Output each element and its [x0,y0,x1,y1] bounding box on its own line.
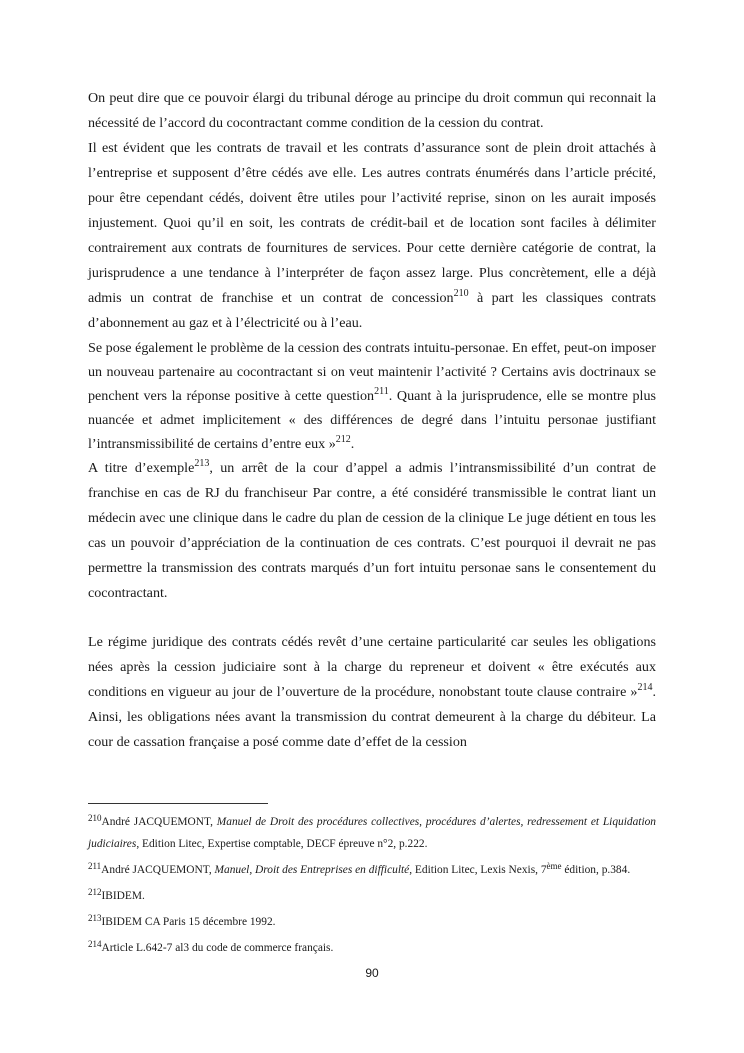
footnote-number: 214 [88,939,102,949]
footnote-210 [88,811,656,855]
footnote-author: André JACQUEMONT, [101,864,215,876]
footnote-ref-210[interactable]: 210 [453,288,469,299]
footnote-ref-213[interactable]: 213 [194,458,210,469]
paragraph-text: . Quant à la jurisprudence, elle se montre plus nuancée et admet implicitement « des différences de degré dans l’intuitu personae justifiant l’intransmissibilité de certains d’entre eux » [88,388,656,452]
paragraph-5 [88,630,656,755]
footnote-details: , Edition Litec, Expertise comptable, DECF épreuve n°2, p.222. [136,838,428,850]
paragraph-gap [88,606,656,630]
footnote-ref-212[interactable]: 212 [335,434,351,445]
page-number: 90 [365,966,379,980]
paragraph-2 [88,136,656,336]
paragraph-text: A titre d’exemple [88,460,195,476]
paragraph-text: Il est évident que les contrats de travail et les contrats d’assurance sont de plein droit attachés à l’entreprise et supposent d’être cédés ave elle. Les autres contrats énumérés dans l’article précité, pour être cependant cédés, doivent être utiles pour l’activité reprise, sinon on les aurait imposés injustement. Quoi qu’il en soit, les contrats de crédit-bail et de location sont faciles à délimiter contrairement aux contrats de fournitures de services. Pour cette dernière catégorie de contrat, la jurisprudence a une tendance à l’interpréter de façon assez large. Plus concrètement, elle a déjà admis un contrat de franchise et un contrat de concession [88,140,656,306]
footnote-212 [88,885,656,907]
paragraph-text: . [350,436,355,452]
footnote-number: 210 [88,813,102,823]
footnote-title: Manuel, Droit des Entreprises en difficulté [214,864,410,876]
paragraph-3 [88,336,656,456]
footnote-author: André JACQUEMONT, [101,816,217,828]
paragraph-text: . Ainsi, les obligations nées avant la transmission du contrat demeurent à la charge du débiteur. La cour de cassation française a posé comme date d’effet de la cession [88,684,656,750]
footnote-number: 211 [88,861,102,871]
footnote-ref-214[interactable]: 214 [637,682,653,693]
paragraph-4 [88,456,656,606]
footnote-details: édition, p.384. [561,864,631,876]
footnote-213 [88,911,656,933]
footnotes [88,811,656,963]
footnote-details: , Edition Litec, Lexis Nexis, 7 [409,864,547,876]
main-text [88,86,656,755]
paragraph-1 [88,86,656,136]
footnote-ref-211[interactable]: 211 [374,386,389,397]
paragraph-text: à part les classiques contrats d’abonnement au gaz et à l’électricité ou à l’eau. [88,290,656,331]
footnote-title: Manuel de Droit des procédures collectives, procédures d’alertes, redressement et Liquidation judiciaires [88,816,656,850]
footnote-separator [88,803,268,804]
edition-superscript: ème [546,861,562,871]
footnote-details: IBIDEM. [101,890,145,902]
footnote-number: 213 [88,913,102,923]
footnote-number: 212 [88,887,102,897]
footnote-details: Article L.642-7 al3 du code de commerce français. [101,942,334,954]
footnote-214 [88,937,656,959]
footnote-211 [88,859,656,881]
paragraph-text: On peut dire que ce pouvoir élargi du tribunal déroge au principe du droit commun qui reconnait la nécessité de l’accord du cocontractant comme condition de la cession du contrat. [88,90,656,131]
paragraph-text: , un arrêt de la cour d’appel a admis l’intransmissibilité d’un contrat de franchise en cas de RJ du franchiseur Par contre, a été considéré transmissible le contrat liant un médecin avec une clinique dans le cadre du plan de cession de la clinique Le juge détient en tous les cas un pouvoir d’appréciation de la continuation de ces contrats. C’est pourquoi il devrait ne pas permettre la transmission des contrats marqués d’un fort intuitu personae sans le consentement du cocontractant. [88,460,657,601]
paragraph-text: Le régime juridique des contrats cédés revêt d’une certaine particularité car seules les obligations nées après la cession judiciaire sont à la charge du repreneur et doivent « être exécutés aux conditions en vigueur au jour de l’ouverture de la procédure, nonobstant toute clause contraire » [88,634,656,700]
paragraph-text: Se pose également le problème de la cession des contrats intuitu-personae. En effet, peut-on imposer un nouveau partenaire au cocontractant si on veut maintenir l’activité ? Certains avis doctrinaux se penchent vers la réponse positive à cette question [88,340,656,404]
footnote-details: IBIDEM CA Paris 15 décembre 1992. [101,916,276,928]
